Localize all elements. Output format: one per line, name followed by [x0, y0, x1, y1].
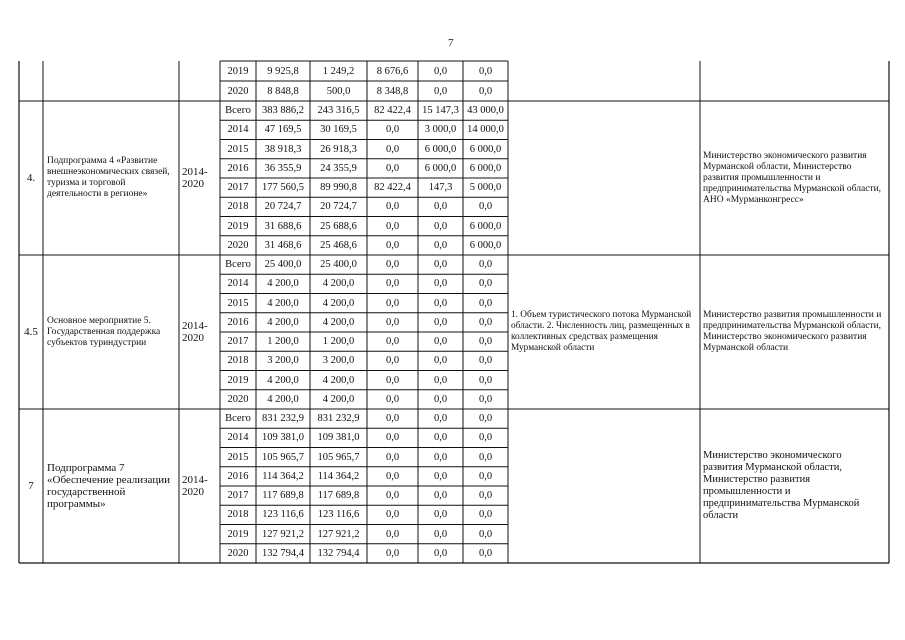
year-cell: 2017 — [227, 336, 249, 348]
year-cell: 2015 — [227, 297, 249, 309]
amount-cell: 0,0 — [433, 374, 448, 386]
amount-cell: 82 422,4 — [374, 105, 411, 117]
amount-cell: 105 965,7 — [262, 451, 304, 463]
amount-cell: 114 364,2 — [317, 470, 360, 482]
amount-cell: 0,0 — [385, 124, 400, 136]
year-cell: 2014 — [227, 124, 249, 136]
amount-cell: 20 724,7 — [320, 201, 357, 213]
amount-cell: 8 676,6 — [376, 65, 409, 77]
amount-cell: 0,0 — [433, 547, 448, 559]
amount-cell: 105 965,7 — [317, 451, 360, 463]
amount-cell: 4 200,0 — [267, 393, 299, 405]
block-indicators — [511, 101, 697, 255]
amount-cell: 6 000,0 — [469, 162, 502, 174]
year-cell: 2014 — [227, 278, 249, 290]
amount-cell: 0,0 — [433, 355, 448, 367]
amount-cell: 0,0 — [385, 393, 400, 405]
year-cell: 2015 — [227, 143, 249, 155]
block-number: 4.5 — [24, 325, 38, 338]
amount-cell: 25 400,0 — [320, 259, 357, 271]
amount-cell: 0,0 — [478, 355, 493, 367]
year-cell: 2020 — [227, 393, 249, 405]
year-cell: 2016 — [227, 470, 249, 482]
amount-cell: 114 364,2 — [262, 470, 304, 482]
year-cell: 2018 — [227, 355, 249, 367]
block-name: Основное мероприятие 5. Государственная поддержка субъектов туриндустрии — [47, 315, 161, 348]
amount-cell: 4 200,0 — [322, 374, 355, 386]
amount-cell: 0,0 — [478, 451, 493, 463]
year-cell: 2017 — [227, 182, 249, 194]
amount-cell: 6 000,0 — [469, 220, 502, 232]
amount-cell: 0,0 — [433, 336, 448, 348]
amount-cell: 0,0 — [385, 316, 400, 328]
year-cell: Всего — [225, 413, 251, 425]
amount-cell: 0,0 — [478, 316, 493, 328]
block-period: 2014- 2020 — [182, 166, 208, 190]
amount-cell: 38 918,3 — [264, 143, 302, 155]
year-cell: 2018 — [227, 509, 249, 521]
amount-cell: 117 689,8 — [317, 490, 360, 502]
year-cell: 2020 — [227, 547, 249, 559]
amount-cell: 25 400,0 — [264, 259, 302, 271]
amount-cell: 89 990,8 — [320, 182, 357, 194]
amount-cell: 0,0 — [433, 85, 448, 97]
amount-cell: 24 355,9 — [320, 162, 357, 174]
amount-cell: 0,0 — [433, 451, 448, 463]
amount-cell: 831 232,9 — [262, 413, 304, 425]
amount-cell: 500,0 — [326, 85, 351, 97]
amount-cell: 4 200,0 — [267, 374, 299, 386]
amount-cell: 14 000,0 — [467, 124, 504, 136]
amount-cell: 243 316,5 — [317, 105, 360, 117]
amount-cell: 0,0 — [478, 278, 493, 290]
year-cell: 2020 — [227, 239, 249, 251]
year-cell: 2019 — [227, 65, 249, 77]
amount-cell: 0,0 — [385, 143, 400, 155]
amount-cell: 0,0 — [385, 547, 400, 559]
amount-cell: 4 200,0 — [322, 297, 355, 309]
block-executors: Министерство экономического развития Мурманской области, Министерство развития промышленности и предпринимательства Мурманской области, АНО «Мурманконгресс» — [703, 150, 882, 205]
amount-cell: 0,0 — [478, 509, 493, 521]
year-cell: Всего — [225, 259, 251, 271]
amount-cell: 0,0 — [433, 316, 448, 328]
amount-cell: 1 200,0 — [267, 336, 299, 348]
year-cell: 2020 — [227, 85, 249, 97]
year-cell: 2019 — [227, 374, 249, 386]
amount-cell: 0,0 — [385, 451, 400, 463]
amount-cell: 0,0 — [385, 490, 400, 502]
amount-cell: 0,0 — [478, 259, 493, 271]
amount-cell: 0,0 — [385, 470, 400, 482]
amount-cell: 6 000,0 — [424, 162, 457, 174]
amount-cell: 4 200,0 — [267, 316, 299, 328]
amount-cell: 25 688,6 — [320, 220, 357, 232]
block-number: 4. — [26, 171, 36, 184]
block-number: 7 — [28, 479, 34, 492]
amount-cell: 0,0 — [433, 239, 448, 251]
amount-cell: 0,0 — [385, 413, 400, 425]
amount-cell: 31 468,6 — [264, 239, 302, 251]
amount-cell: 43 000,0 — [467, 105, 504, 117]
year-cell: 2019 — [227, 220, 249, 232]
amount-cell: 127 921,2 — [317, 528, 360, 540]
amount-cell: 1 249,2 — [322, 65, 355, 77]
amount-cell: 0,0 — [433, 201, 448, 213]
amount-cell: 0,0 — [478, 297, 493, 309]
amount-cell: 109 381,0 — [262, 432, 304, 444]
amount-cell: 147,3 — [428, 182, 453, 194]
amount-cell: 0,0 — [385, 355, 400, 367]
amount-cell: 0,0 — [433, 259, 448, 271]
amount-cell: 0,0 — [385, 239, 400, 251]
amount-cell: 0,0 — [433, 432, 448, 444]
amount-cell: 831 232,9 — [317, 413, 360, 425]
amount-cell: 0,0 — [478, 547, 493, 559]
amount-cell: 3 000,0 — [424, 124, 457, 136]
amount-cell: 0,0 — [478, 470, 493, 482]
year-cell: 2019 — [227, 528, 249, 540]
amount-cell: 0,0 — [433, 470, 448, 482]
year-cell: 2016 — [227, 162, 249, 174]
amount-cell: 3 200,0 — [322, 355, 355, 367]
amount-cell: 0,0 — [385, 297, 400, 309]
amount-cell: 383 886,2 — [262, 105, 304, 117]
amount-cell: 31 688,6 — [264, 220, 302, 232]
block-name: Подпрограмма 4 «Развитие внешнеэкономических связей, туризма и торговой деятельности в регионе» — [47, 156, 170, 199]
block-period: 2014- 2020 — [182, 474, 208, 498]
amount-cell: 5 000,0 — [469, 182, 502, 194]
block-executors: Министерство развития промышленности и предпринимательства Мурманской области, Министерство экономического развития Мурманской области — [703, 310, 882, 353]
year-cell: 2017 — [227, 490, 249, 502]
amount-cell: 82 422,4 — [374, 182, 411, 194]
amount-cell: 15 147,3 — [422, 105, 459, 117]
amount-cell: 0,0 — [478, 528, 493, 540]
amount-cell: 8 348,8 — [376, 85, 409, 97]
year-cell: 2016 — [227, 316, 249, 328]
amount-cell: 4 200,0 — [322, 278, 355, 290]
amount-cell: 123 116,6 — [262, 509, 304, 521]
amount-cell: 132 794,4 — [317, 547, 360, 559]
amount-cell: 0,0 — [385, 278, 400, 290]
block-indicators: 1. Объем туристического потока Мурманской области. 2. Численность лиц, размещенных в коллективных средствах размещения Мурманской области — [511, 310, 692, 353]
amount-cell: 0,0 — [478, 201, 493, 213]
amount-cell: 0,0 — [385, 432, 400, 444]
amount-cell: 0,0 — [385, 528, 400, 540]
amount-cell: 127 921,2 — [262, 528, 304, 540]
amount-cell: 0,0 — [478, 432, 493, 444]
page-number: 7 — [448, 37, 454, 49]
year-cell: 2015 — [227, 451, 249, 463]
year-cell: Всего — [225, 105, 251, 117]
amount-cell: 0,0 — [478, 336, 493, 348]
year-cell: 2018 — [227, 201, 249, 213]
amount-cell: 4 200,0 — [267, 297, 299, 309]
amount-cell: 177 560,5 — [262, 182, 304, 194]
amount-cell: 0,0 — [478, 65, 493, 77]
amount-cell: 47 169,5 — [264, 124, 302, 136]
amount-cell: 0,0 — [385, 374, 400, 386]
amount-cell: 0,0 — [433, 278, 448, 290]
amount-cell: 6 000,0 — [469, 239, 502, 251]
amount-cell: 9 925,8 — [267, 65, 299, 77]
amount-cell: 0,0 — [433, 65, 448, 77]
amount-cell: 0,0 — [433, 297, 448, 309]
amount-cell: 30 169,5 — [320, 124, 357, 136]
amount-cell: 6 000,0 — [424, 143, 457, 155]
amount-cell: 0,0 — [478, 413, 493, 425]
amount-cell: 0,0 — [433, 490, 448, 502]
amount-cell: 6 000,0 — [469, 143, 502, 155]
amount-cell: 0,0 — [385, 336, 400, 348]
amount-cell: 0,0 — [478, 85, 493, 97]
amount-cell: 0,0 — [433, 509, 448, 521]
amount-cell: 0,0 — [478, 490, 493, 502]
amount-cell: 20 724,7 — [264, 201, 302, 213]
amount-cell: 117 689,8 — [262, 490, 304, 502]
amount-cell: 26 918,3 — [320, 143, 357, 155]
amount-cell: 0,0 — [478, 393, 493, 405]
amount-cell: 0,0 — [385, 162, 400, 174]
amount-cell: 0,0 — [385, 220, 400, 232]
amount-cell: 0,0 — [478, 374, 493, 386]
amount-cell: 4 200,0 — [322, 393, 355, 405]
amount-cell: 4 200,0 — [322, 316, 355, 328]
block-executors: Министерство экономического развития Мурманской области, Министерство развития промышленности и предпринимательства Мурманской области — [703, 450, 860, 521]
block-period: 2014- 2020 — [182, 320, 208, 344]
amount-cell: 36 355,9 — [264, 162, 302, 174]
amount-cell: 0,0 — [433, 413, 448, 425]
amount-cell: 0,0 — [433, 528, 448, 540]
block-name: Подпрограмма 7 «Обеспечение реализации государственной программы» — [47, 462, 171, 510]
year-cell: 2014 — [227, 432, 249, 444]
amount-cell: 123 116,6 — [317, 509, 360, 521]
amount-cell: 0,0 — [433, 220, 448, 232]
amount-cell: 0,0 — [433, 393, 448, 405]
block-indicators — [511, 409, 697, 563]
amount-cell: 3 200,0 — [267, 355, 299, 367]
amount-cell: 4 200,0 — [267, 278, 299, 290]
amount-cell: 1 200,0 — [322, 336, 355, 348]
amount-cell: 0,0 — [385, 509, 400, 521]
amount-cell: 109 381,0 — [317, 432, 360, 444]
amount-cell: 0,0 — [385, 259, 400, 271]
amount-cell: 0,0 — [385, 201, 400, 213]
amount-cell: 8 848,8 — [267, 85, 299, 97]
amount-cell: 132 794,4 — [262, 547, 304, 559]
amount-cell: 25 468,6 — [320, 239, 357, 251]
